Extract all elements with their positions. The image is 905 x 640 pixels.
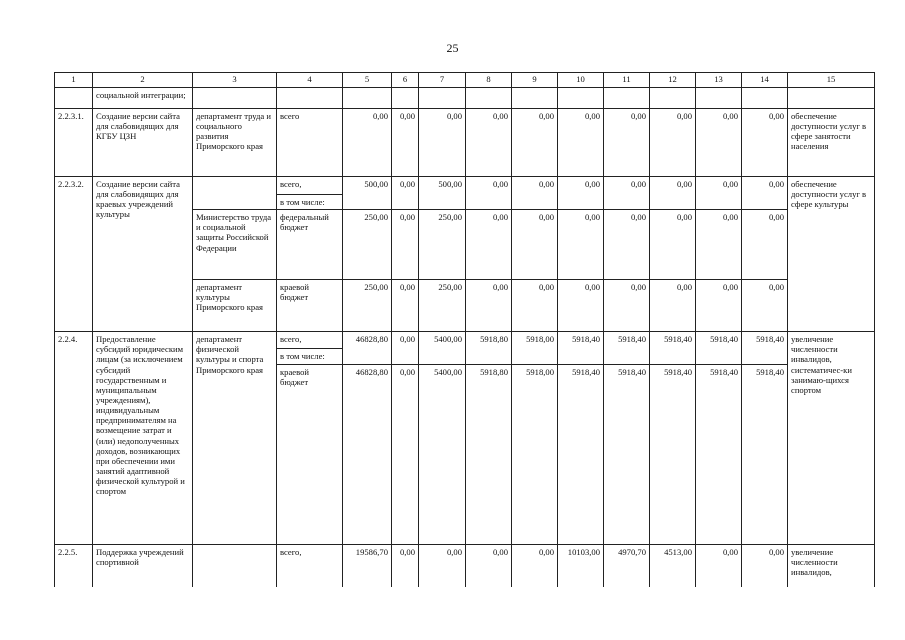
value-cell: 5918,40 xyxy=(696,332,742,365)
value-cell: 0,00 xyxy=(558,109,604,177)
value-cell: 5918,40 xyxy=(742,365,788,545)
value-cell: 0,00 xyxy=(742,210,788,280)
value-cell: 10103,00 xyxy=(558,545,604,587)
row-code: 2.2.5. xyxy=(55,545,93,587)
value-cell: 500,00 xyxy=(419,177,466,210)
value-cell: 0,00 xyxy=(392,545,419,587)
page-number: 25 xyxy=(446,41,459,55)
value-cell: 250,00 xyxy=(343,280,392,332)
value-cell: 0,00 xyxy=(466,280,512,332)
value-cell: 19586,70 xyxy=(343,545,392,587)
column-number: 15 xyxy=(788,73,875,88)
value-cell: 5918,40 xyxy=(558,332,604,365)
row-code: 2.2.3.2. xyxy=(55,177,93,332)
row-code: 2.2.3.1. xyxy=(55,109,93,177)
table-row xyxy=(55,177,875,195)
value-cell: 4513,00 xyxy=(650,545,696,587)
column-number: 13 xyxy=(696,73,742,88)
funding-source: в том числе: xyxy=(277,349,343,365)
value-cell: 5918,80 xyxy=(466,365,512,545)
activity-name: Поддержка учреждений спортивной xyxy=(93,545,193,587)
expected-result: увеличение численности инвалидов, xyxy=(788,545,875,587)
column-number: 4 xyxy=(277,73,343,88)
value-cell: 0,00 xyxy=(742,545,788,587)
funding-source: краевой бюджет xyxy=(277,365,343,545)
value-cell: 0,00 xyxy=(696,545,742,587)
value-cell: 0,00 xyxy=(650,177,696,210)
executor: департамент физической культуры и спорта Приморского края xyxy=(193,332,277,545)
value-cell: 5918,40 xyxy=(650,365,696,545)
value-cell: 5918,40 xyxy=(696,365,742,545)
executor: департамент труда и социального развития Приморского края xyxy=(193,109,277,177)
column-number: 1 xyxy=(55,73,93,88)
value-cell: 0,00 xyxy=(419,109,466,177)
table-row xyxy=(55,109,875,177)
value-cell: 5918,00 xyxy=(512,332,558,365)
value-cell: 0,00 xyxy=(742,109,788,177)
column-number: 6 xyxy=(392,73,419,88)
column-number: 11 xyxy=(604,73,650,88)
column-number: 12 xyxy=(650,73,696,88)
funding-source: всего, xyxy=(277,177,343,195)
value-cell: 0,00 xyxy=(419,545,466,587)
value-cell: 0,00 xyxy=(696,177,742,210)
value-cell: 0,00 xyxy=(558,210,604,280)
value-cell: 0,00 xyxy=(343,109,392,177)
value-cell: 0,00 xyxy=(742,177,788,210)
value-cell: 5400,00 xyxy=(419,365,466,545)
table-row xyxy=(55,545,875,587)
funding-source: всего, xyxy=(277,545,343,587)
value-cell: 46828,80 xyxy=(343,365,392,545)
expected-result: обеспечение доступности услуг в сфере культуры xyxy=(788,177,875,332)
budget-table xyxy=(54,72,875,587)
value-cell: 0,00 xyxy=(512,177,558,210)
value-cell: 0,00 xyxy=(604,177,650,210)
expected-result: обеспечение доступности услуг в сфере занятости населения xyxy=(788,109,875,177)
column-number: 5 xyxy=(343,73,392,88)
activity-name: Предоставление субсидий юридическим лицам (за исключением субсидий государственным и муниципальным учреждениям), индивидуальным предпринимателям на возмещение затрат и (или) недополученных доходов, возникающих при обеспечении ими занятий адаптивной физической культурой и спортом xyxy=(93,332,193,545)
value-cell: 0,00 xyxy=(650,280,696,332)
value-cell: 0,00 xyxy=(696,109,742,177)
value-cell: 0,00 xyxy=(392,332,419,365)
expected-result: увеличение численности инвалидов, систематичес-ки занимаю-щихся спортом xyxy=(788,332,875,545)
table-row xyxy=(55,332,875,349)
value-cell: 4970,70 xyxy=(604,545,650,587)
value-cell: 0,00 xyxy=(466,177,512,210)
value-cell: 0,00 xyxy=(466,545,512,587)
value-cell: 0,00 xyxy=(392,109,419,177)
column-number: 2 xyxy=(93,73,193,88)
value-cell: 5918,40 xyxy=(558,365,604,545)
value-cell: 0,00 xyxy=(742,280,788,332)
funding-source: федеральный бюджет xyxy=(277,210,343,280)
column-number: 7 xyxy=(419,73,466,88)
value-cell: 250,00 xyxy=(343,210,392,280)
table-row xyxy=(55,88,875,109)
value-cell: 500,00 xyxy=(343,177,392,210)
value-cell: 0,00 xyxy=(392,210,419,280)
value-cell: 0,00 xyxy=(512,210,558,280)
column-number: 9 xyxy=(512,73,558,88)
funding-source: всего xyxy=(277,109,343,177)
value-cell: 0,00 xyxy=(604,280,650,332)
column-number: 10 xyxy=(558,73,604,88)
column-number: 14 xyxy=(742,73,788,88)
value-cell: 46828,80 xyxy=(343,332,392,365)
value-cell: 0,00 xyxy=(392,280,419,332)
column-number: 8 xyxy=(466,73,512,88)
value-cell: 0,00 xyxy=(696,280,742,332)
value-cell: 0,00 xyxy=(558,280,604,332)
value-cell: 0,00 xyxy=(466,210,512,280)
value-cell: 5918,40 xyxy=(650,332,696,365)
value-cell: 0,00 xyxy=(696,210,742,280)
value-cell: 0,00 xyxy=(650,109,696,177)
value-cell: 250,00 xyxy=(419,210,466,280)
value-cell: 5918,80 xyxy=(466,332,512,365)
activity-name: Создание версии сайта для слабовидящих для КГБУ ЦЗН xyxy=(93,109,193,177)
funding-source: всего, xyxy=(277,332,343,349)
value-cell: 0,00 xyxy=(512,545,558,587)
executor xyxy=(193,545,277,587)
value-cell: 5918,40 xyxy=(604,332,650,365)
value-cell: 5400,00 xyxy=(419,332,466,365)
activity-name: социальной интеграции; xyxy=(93,88,193,109)
value-cell: 0,00 xyxy=(466,109,512,177)
funding-source: в том числе: xyxy=(277,195,343,210)
funding-source: краевой бюджет xyxy=(277,280,343,332)
value-cell: 0,00 xyxy=(558,177,604,210)
activity-name: Создание версии сайта для слабовидящих для краевых учреждений культуры xyxy=(93,177,193,332)
value-cell: 0,00 xyxy=(392,365,419,545)
value-cell: 0,00 xyxy=(392,177,419,210)
row-code: 2.2.4. xyxy=(55,332,93,545)
value-cell: 0,00 xyxy=(512,109,558,177)
value-cell: 5918,40 xyxy=(604,365,650,545)
executor: Министерство труда и социальной защиты Российской Федерации xyxy=(193,210,277,280)
value-cell: 0,00 xyxy=(650,210,696,280)
value-cell: 5918,40 xyxy=(742,332,788,365)
value-cell: 250,00 xyxy=(419,280,466,332)
column-number: 3 xyxy=(193,73,277,88)
value-cell: 0,00 xyxy=(512,280,558,332)
value-cell: 5918,00 xyxy=(512,365,558,545)
column-number-row xyxy=(55,73,875,88)
value-cell: 0,00 xyxy=(604,109,650,177)
value-cell: 0,00 xyxy=(604,210,650,280)
executor: департамент культуры Приморского края xyxy=(193,280,277,332)
